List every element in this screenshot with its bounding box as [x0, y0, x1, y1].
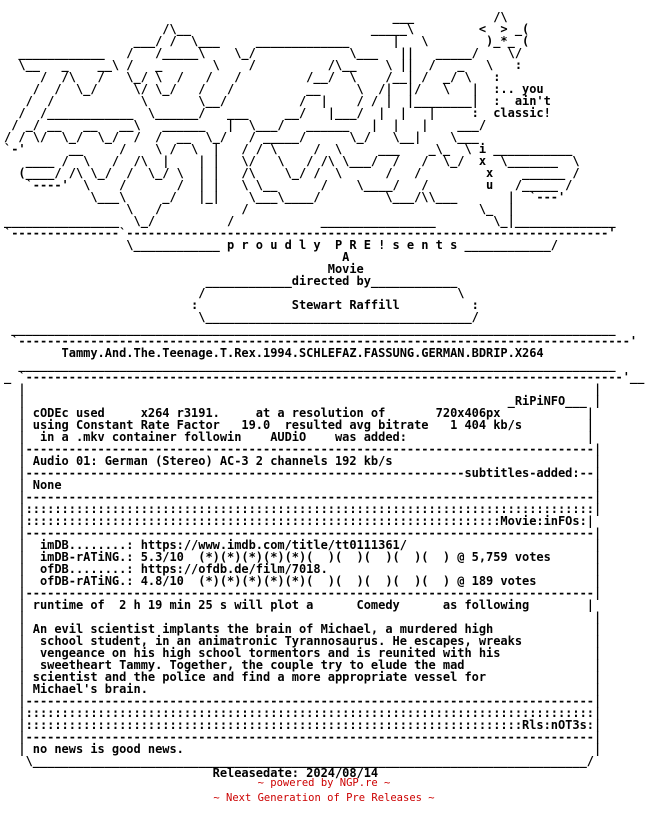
nfo-ascii-document: ___ /\ /\__ _____\ < > _( ___/ / \___ _____________ | \ )_*_ ( ____________ / /_____\ \_/ \___ || _____/ \/ \__ _ __\ / _ \ / /\__ \ || / _ \ : / /\ / \_/ \ / / / /__/ \ /__| / _/ \ : / / \_/ \/ \_/ / / __ \ /| |/ \ | :.. you / / \ \__/ / | / / | |________| : ain't / /____________ \______/ ___ __/ |___/ | | | : classic! / _/ __ __ __\ ______ | \___/ ______ | | | ___/ / / \/ \_/ \_/ / / __ \_/ / _____/ \_/ \__| \___ `-' __ / \ / \ | / / \ / \ ___ _\_ \ i ___________ ____ / \ / /\ | | | \/ \ / /\ \___/ / / \_/ x \_______ \ (____/ /\ \_/ / \_/ \ | | /\ \_/ / \ / / x ______ / `----' \ / / | | \ \__ / \____/ / u /_____ / \___\ _/ |_| \___\____/ \___/\\___ | `---' \ / / \_ | ________________ \_/ / ________________ \_|______________ `---------------`-------------------------------------------------------------------' \____________ p r o u d l y P R E ! s e n t s ____________/ A Movie ____________directed by____________ / \ : Stewart Raffill : \_____________________________________/ ____________________________________________________________________________________ `-------------------------------------------------------------------------------------' Tammy.And.The.Teenage.T.Rex.1994.SCHLEFAZ.FASSUNG.GERMAN.BDRIP.X264 ___________________________________________________________________________________ _ `-----------------------------------------------------------------------------------'__ | | | _RiPiNFO___ | | cODEc used x264 r3191. at a resolution of 720x406px | | using Constant Rate Factor 19.0 resulted avg bitrate 1 404 kb/s | | in a .mkv container followin AUDiO was added: | |-------------------------------------------------------------------------------| | Audio 01: German (Stereo) AC-3 2 channels 192 kb/s | |-------------------------------------------------------------subtitles-added:--| | None | |-------------------------------------------------------------------------------| |:::::::::::::::::::::::::::::::::::::::::::::::::::::::::::::::::::::::::::::::| |::::::::::::::::::::::::::::::::::::::::::::::::::::::::::::::::::Movie:inFOs:| |-------------------------------------------------------------------------------| | imDB........: https://www.imdb.com/title/tt0111361/ | | imDB-rATiNG.: 5.3/10 (*)(*)(*)(*)(*)( )( )( )( )( ) @ 5,759 votes | | ofDB........: https://ofdb.de/film/7018. | | ofDB-rATiNG.: 4.8/10 (*)(*)(*)(*)(*)( )( )( )( )( ) @ 189 votes | |-------------------------------------------------------------------------------| | runtime of 2 h 19 min 25 s will plot a Comedy as following | | | | An evil scientist implants the brain of Michael, a murdered high | | school student, in an animatronic Tyrannosaurus. He escapes, wreaks | | vengeance on his high school tormentors and is reunited with his | | sweetheart Tammy. Together, the couple try to elude the mad | | scientist and the police and find a more appropriate vessel for | | Michael's brain. | |-------------------------------------------------------------------------------| |:::::::::::::::::::::::::::::::::::::::::::::::::::::::::::::::::::::::::::::::| |:::::::::::::::::::::::::::::::::::::::::::::::::::::::::::::::::::::Rls:nOT3s:| |-------------------------------------------------------------------------------| | no news is good news. | \_____________________________________________________________________________/ Releasedate: 2024/08/14: [4, 10, 645, 780]
footer: [0, 776, 648, 806]
footer-tagline: ~ Next Generation of Pre Releases ~: [213, 792, 435, 804]
footer-powered-by: ~ powered by NGP.re ~: [257, 777, 391, 789]
